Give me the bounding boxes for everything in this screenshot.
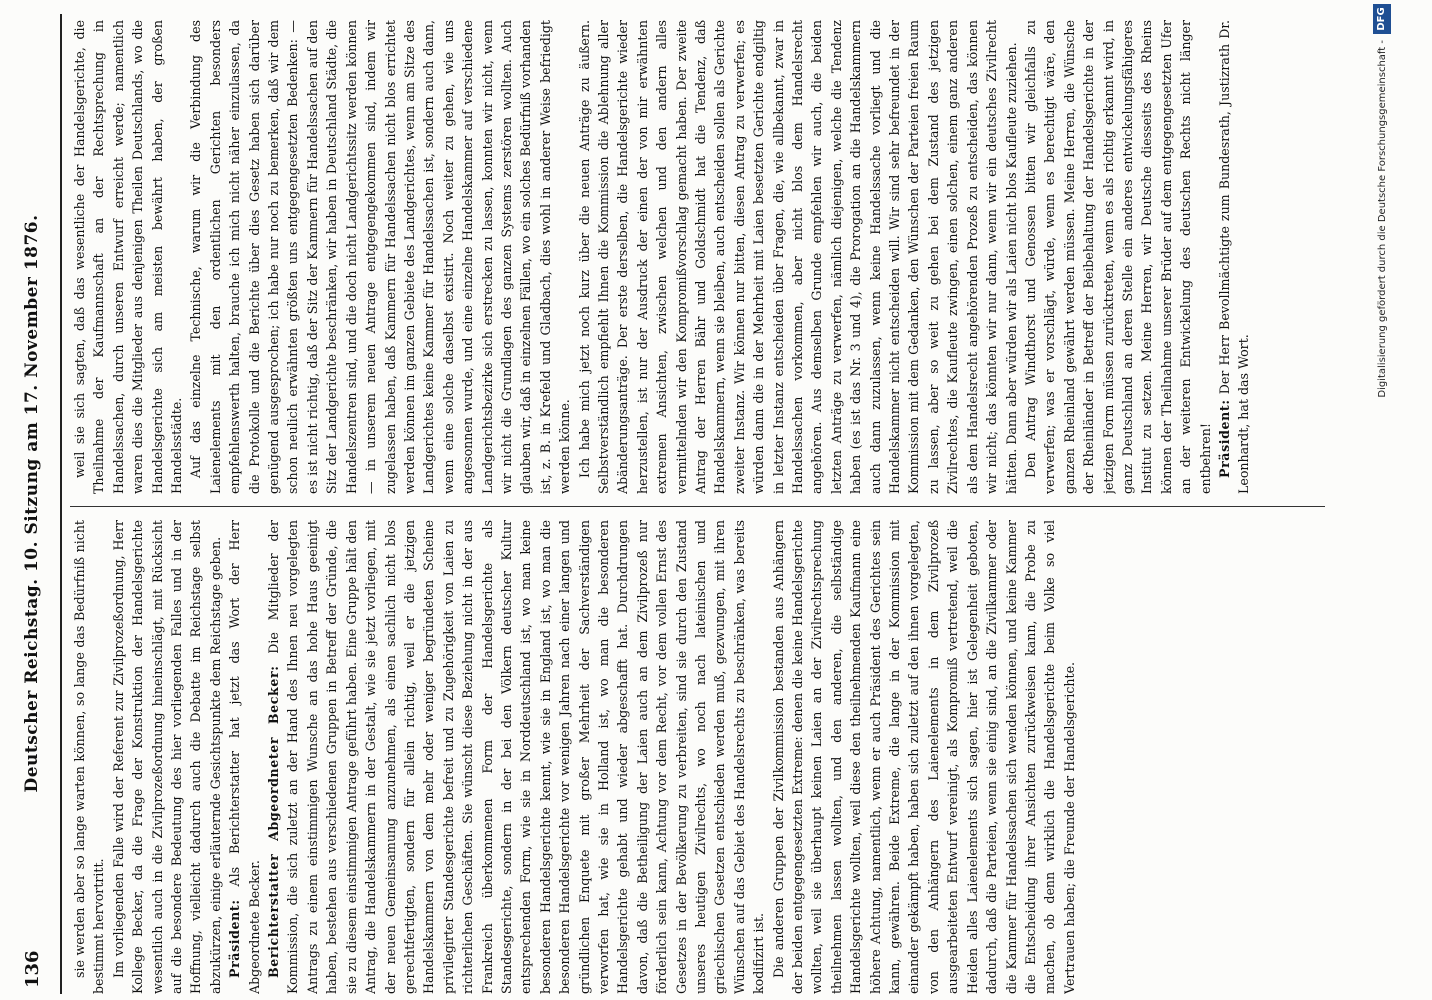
paragraph [769,520,1080,994]
right-column [70,20,1325,494]
paragraph-text: Die anderen Gruppen der Zivilkommission bestanden aus Anhängern der beiden entgegengesetzten Extreme: denen die keine Handelsgerichte wollten, weil sie überhaupt keinen Laien an der Zivilrechtsprechung theilnehmen lassen wollten, und den anderen, die selbständige Handelsgerichte wollten, weil diese den theilnehmenden Kaufmann eine höhere Achtung, namentlich, wenn er auch Präsident des Gerichtes sein kann, gewähren. Beide Extreme, die lange in der Kommission mit einander gekämpft haben, haben sich zuletzt auf den ihnen vorgelegten, von den Anhängern des Laienelements in dem Zivilprozeß ausgearbeiteten Entwurf vereinigt, als Kompromiß vertretend, weil die Heiden alles Laienelements sich sagen, hier ist Gelegenheit geboten, dadurch, daß die Parteien, wenn sie einig sind, an die Zivilkammer oder die Kammer für Handelssachen sich wenden können, und keine Kammer die Entscheidung ihrer Ansichten zurückweisen kann, die Probe zu machen, ob denn wirklich die Handelsgerichte beim Volke so viel Vertrauen haben; die Freunde der Handelsgerichte. [770,520,1077,994]
paragraph-text: Im vorliegenden Falle wird der Referent zur Zivilprozeßordnung, Herr Kollege Becker, da die Frage der Konstruktion der Handelsgerichte wesentlich auch in die Zivilprozeßordnung hineinschlägt, mit Rücksicht auf die besondere Bedeutung des hier vorliegenden Falles und in der Hoffnung, vielleicht dadurch auch die Debatte im Reichstage selbst abzukürzen, einige erläuternde Gesichtspunkte dem Reichstage geben. [110,520,223,994]
running-head [8,11,50,996]
running-head-title: Deutscher Reichstag. 10. Sitzung am 17. November 1876. [22,214,42,793]
paragraph [225,520,264,994]
paragraph-text: Der Herr Bevollmächtigte zum Bundesrath, Justizrath Dr. Leonhardt, hat das Wort. [1216,20,1252,494]
paragraph-text: weil sie sich sagten, daß das wesentliche der Handelsgerichte, die Theilnahme der Kaufmannschaft an der Rechtsprechung in Handelssachen, durch unseren Entwurf erreicht werde; namentlich waren dies die Mitglieder aus denjenigen Theilen Deutschlands, wo die Handelsgerichte sich am meisten bewährt haben, der großen Handelsstädte. [72,20,185,494]
speaker-label: Präsident: [1216,399,1232,478]
paragraph-text: Die Mitglieder der Kommission, die sich zuletzt an der Hand des Ihnen neu vorgelegten Antrags zu einem einstimmigen Wunsche an das hohe Haus geeinigt haben, bestehen aus verschiedenen Gruppen in Betreff der Gründe, die sie zu diesem einstimmigen Antrage geführt haben. Eine Gruppe hält den Antrag, die Handelskammern in der Gestalt, wie sie jetzt vorliegen, mit der neuen Gemeinsamung anzunehmen, als einen sachlich nicht blos gerechtfertigten, sondern für allein richtig, weil er die jetzigen Handelskammern von dem mehr oder weniger begründeten Scheine privilegirter Standesgerichte befreit und zu Zugehörigkeit von Laien zu richterlichen Geschäften. Sie wünscht diese Beziehung nicht in der aus Frankreich überkommenen Form der Handelsgerichte als Standesgerichte, sondern in der bei den Völkern deutscher Kultur entsprechenden Form, wie sie in Norddeutschland ist, wo man keine besonderen Handelsgerichte kennt, wie sie in England ist, wo man die besonderen Handelsgerichte vor wenigen Jahren nach einer langen und gründlichen Enquete mit großer Mehrheit der Sachverständigen verworfen hat, wie sie in Holland ist, wo man die besonderen Handelsgerichte gehabt und wieder abgeschafft hat. Durchdrungen davon, daß die Betheiligung der Laien auch an dem Zivilprozeß nur förderlich sein kann, Achtung vor dem Recht, vor dem vollen Ernst des Gesetzes in der Bevölkerung zu verbreiten, sind sie durch den Zustand unseres heutigen Zivilrechts, wo noch nach lateinischen und griechischen Gesetzen entschieden werden muß, gezwungen, mit ihren Wünschen auf das Gebiet des Handelsrechts zu beschränken, was bereits kodifizirt ist. [266,520,767,994]
paragraph [186,20,574,494]
footer [1372,0,1394,1000]
speaker-label: Präsident: [227,899,243,978]
left-column [70,520,1325,994]
paragraph [1215,20,1254,494]
paragraph [109,520,225,994]
paragraph [264,520,769,994]
paragraph [70,20,186,494]
paragraph [70,520,109,994]
text-columns [70,9,1325,994]
dfg-logo: DFG [1373,4,1391,34]
page-number: 136 [22,950,43,988]
paragraph-text: Den Antrag Windthorst und Genossen bitten wir gleichfalls zu verwerfen; was er vorschlägt, würde, wenn es berechtigt wäre, den ganzen Rheinland gewährt werden müssen. Meine Herren, die Wünsche der Rheinländer in Betreff der Beibehaltung der Handelsgerichte in der jetzigen Form müssen zurücktreten, wenn es als richtig erkannt wird, in ganz Deutschland an deren Stelle ein anderes entwickelungsfähigeres Institut zu setzen. Meine Herren, wir Deutsche diesseits des Rheins können der Theilnahme unserer Brüder auf dem entgegengesetzten Ufer an der weiteren Entwickelung des deutschen Rechts nicht länger entbehren! [1022,20,1213,494]
paragraph [575,20,1021,494]
paragraph-text: sie werden aber so lange warten können, so lange das Bedürfniß nicht bestimmt hervortritt. [72,520,107,994]
paragraph-text: Auf das einzelne Technische, warum wir die Verbindung des Laienelements mit den ordentlichen Gerichten besonders empfehlenswerth halten, brauche ich mich nicht näher einzulassen, da die Protokolle und die Berichte über dies Gesetz haben sich darüber genügend ausgesprochen; ich habe nur noch zu bemerken, daß wir dem schon neulich erwähnten größten uns entgegengesetzten Bedenken: — es ist nicht richtig, daß der Sitz der Kammern für Handelssachen auf den Sitz der Landgerichte beschränken, wir haben in Deutschland Städte, die Handelszentren sind, und die doch nicht Landgerichtssitz werden können — in unserem neuen Antrage entgegengekommen sind, indem wir zugelassen haben, daß Kammern für Handelssachen nicht blos errichtet werden können im ganzen Gebiete des Landgerichtes, wenn am Sitze des Landgerichtes keine Kammer für Handelssachen ist, sondern auch dann, wenn eine solche daselbst existirt. Noch weiter zu gehen, wie uns angesonnen wurde, und eine einzelne Handelskammer auf verschiedene Landgerichtsbezirke sich erstrecken zu lassen, konnten wir nicht, wenn wir nicht die Grundlagen des ganzen Systems zerstören wollten. Auch glauben wir, daß in einzelnen Fällen, wo ein solches Bedürfniß vorhanden ist, z. B. in Krefeld und Gladbach, dies wohl in anderer Weise befriedigt werden könne. [188,20,573,494]
paragraph-text: Als Berichterstatter hat jetzt das Wort der Herr Abgeordnete Becker. [227,520,262,994]
speaker-label: Berichterstatter Abgeordneter Becker: [266,665,282,978]
digitization-credit: Digitalisierung gefördert durch die Deutsche Forschungsgemeinschaft - [1377,40,1388,398]
column-divider [70,506,1325,507]
paragraph-text: Ich habe mich jetzt noch kurz über die neuen Anträge zu äußern. Selbstverständlich empfiehlt Ihnen die Kommission die Ablehnung aller Abänderungsanträge. Der erste derselben, die Handelsgerichte wieder herzustellen, ist nur der Ausdruck der einen der von mir erwähnten extremen Ansichten, zwischen welchen und den andern alles vermittelnden wir den Kompromißvorschlag gemacht haben. Der zweite Antrag der Herren Bähr und Goldschmidt hat die Tendenz, daß Handelskammern, wenn sie bleiben, auch entscheiden sollen als Gerichte zweiter Instanz. Wir können nur bitten, diesen Antrag zu verwerfen; es würden dann die in der Mehrheit mit Laien besetzten Gerichte endgiltig in letzter Instanz entscheiden über Fragen, die, wie allbekannt, zwar in Handelssachen vorkommen, aber nicht blos dem Handelsrecht angehören. Aus demselben Grunde empfehlen wir auch, die beiden letzten Anträge zu verwerfen, nämlich diejenigen, welche die Tendenz haben (es ist das Nr. 3 und 4), die Prorogation an die Handelskammern auch dann zuzulassen, wenn keine Handelssache vorliegt und die Handelskammer nicht entscheiden will. Wir sind sehr befreundet in der Kommission mit dem Gedanken, den Wünschen der Parteien freien Raum zu lassen, aber so weit zu gehen bei dem Zustand des jetzigen Zivilrechtes, die Kaufleute zwingen, einen solchen, einem ganz anderen als dem Handelsrecht angehörenden Prozeß zu entscheiden, das können wir nicht; das könnten wir nur dann, wenn wir ein deutsches Zivilrecht hätten. Dann aber würden wir als Laien nicht blos Kaufleute zuziehen. [576,20,1019,494]
header-rule [60,14,62,994]
paragraph [1021,20,1215,494]
